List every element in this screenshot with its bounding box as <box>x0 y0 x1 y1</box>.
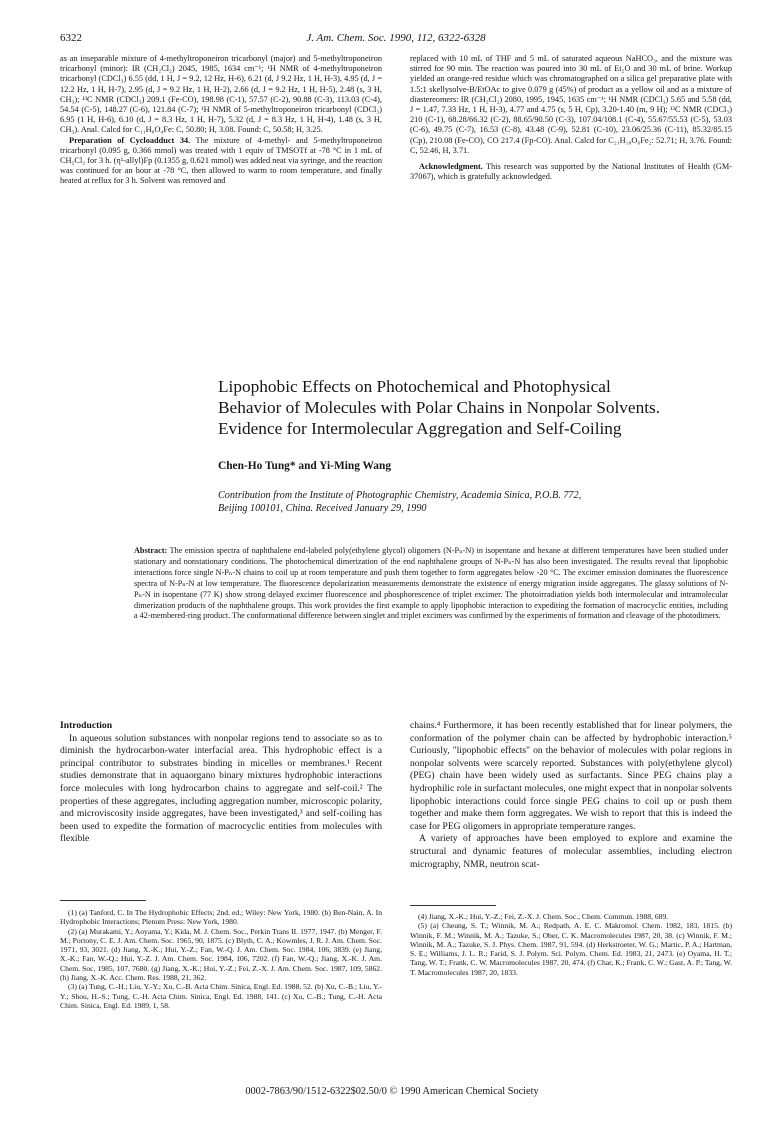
footnote-rule <box>60 900 146 901</box>
footnotes-right <box>410 912 732 977</box>
footnote: (4) Jiang, X.-K.; Hui, Y.-Z.; Fei, Z.-X. J. Chem. Soc., Chem. Commun. 1988, 689. <box>418 912 669 921</box>
title-line: Behavior of Molecules with Polar Chains in Nonpolar Solvents. <box>218 398 661 417</box>
affiliation-line: Beijing 100101, China. Received January 29, 1990 <box>218 502 427 514</box>
footnotes-left <box>60 908 382 1010</box>
acknowledgment-text: This research was supported by the National Institutes of Health (GM-37067), which is gratefully acknowledged. <box>410 162 732 182</box>
acknowledgment <box>410 162 732 182</box>
page-footer: 0002-7863/90/1512-6322$02.50/0 © 1990 American Chemical Society <box>245 1086 539 1097</box>
journal-reference: J. Am. Chem. Soc. 1990, 112, 6322-6328 <box>306 32 486 44</box>
experimental-paragraph-continued: replaced with 10 mL of THF and 5 mL of saturated aqueous NaHCO₃, and the mixture was stirred for 90 min. The reaction was poured into 30 mL of Et₂O and 30 mL of brine. Workup yielded an orange-red residue which was chromatographed on a silica gel preparative plate with 1.5:1 skellysolve-B/EtOAc to give 0.079 g (45%) of product as a yellow oil and as a mixture of diastereomers: IR (CH₂Cl₂) 2080, 1995, 1945, 1635 cm⁻¹; ¹H NMR (CDCl₃) 5.65 and 5.58 (dd, J = 1.47, 7.33 Hz, 1 H, H-3), 4.77 and 4.75 (s, 5 H, Cp), 3.20-1.40 (m, 9 H); ¹³C NMR (CDCl₃) 210 (C-1), 68.28/66.32 (C-2), 88.65/90.50 (C-3), 107.04/108.1 (C-4), 55.67/55.53 (C-5), 53.03 (C-6), 49.75 (C-7), 16.53 (C-8), 43.48 (C-9), 52.81 (C-10), 23.06/25.36 (C-11), 85.32/85.15 (Cp), 210.08 (Fe-CO), CO 217.4 (Fp-CO). Anal. Calcd for C₂₁H₁₈O₆Fe₂: 52.71; H, 3.76. Found: C, 52.46, H, 3.71. <box>410 54 732 155</box>
article-title <box>218 376 738 439</box>
experimental-paragraph: as an inseparable mixture of 4-methyltroponeiron tricarbonyl (major) and 5-methyltroponeiron tricarbonyl (minor): IR (CH₂Cl₂) 2045, 1985, 1634 cm⁻¹; ¹H NMR of 4-methyltroponeiron tricarbonyl (CDCl₃) 6.55 (dd, 1 H, J = 9.2, 12 Hz, H-6), 6.21 (d, J 9.2 Hz, 1 H, H-3), 4.95 (d, J = 12.2 Hz, 1 H, H-7), 2.95 (d, J = 9.2 Hz, 1 H, H-2), 2.66 (d, J = 9.2 Hz, 1 H, H-5), 2.48 (s, 3 H, CH₃); ¹³C NMR (CDCl₃) 209.1 (Fe-CO), 198.98 (C-1), 57.57 (C-2), 90.88 (C-3), 113.03 (C-4), 54.54 (C-5), 148.27 (C-6), 121.84 (C-7); ¹H NMR of 5-methyltroponeiron tricarbonyl (CDCl₃) 6.95 (1 H, H-6), 6.10 (d, J = 8.3 Hz, 1 H, H-7), 5.32 (d, J = 8.3 Hz, 1 H, H-4), 1.48 (s, 3 H, CH₃). Anal. Calcd for C₁₁H₈O₄Fe: C, 50.80; H, 3.08. Found: C, 50.58; H, 3.25. <box>60 54 382 135</box>
page-number: 6322 <box>60 32 82 44</box>
footnote: (2) (a) Murakami, Y.; Aoyama, Y.; Kida, M. J. Chem. Soc., Perkin Trans II. 1977, 1947. (b) Menger, F. M.; Portony, C. E. J. Am. Chem. Soc. 1965, 90, 1875. (c) Blyth, C. A.; Kowmles, J. R. J. Am. Chem. Soc. 1971, 93, 3021. (d) Jiang, X.-K.; Hui, Y.-Z.; Fan, W.-Q. J. Am. Chem. Soc. 1984, 106, 3839. (e) Jiang, X.-K.; Fan, W.-Q.; Hui, Y.-Z. J. Am. Chem. Soc. 1984, 106, 7202. (f) Fan, W.-Q.; Jiang, X.-K. J. Am. Chem. Soc. 1985, 107, 7680. (g) Jiang, X.-K.; Hui, Y.-Z.; Fei, Z.-X. J. Am. Chem. Soc. 1987, 109, 5862. (h) Jiang, X.-K. Acc. Chem. Res. 1988, 21, 362. <box>60 926 382 983</box>
article-affiliation <box>218 490 738 515</box>
running-header <box>60 32 732 50</box>
introduction-paragraph: In aqueous solution substances with nonpolar regions tend to associate so as to diminish the hydrocarbon-water interfacial area. This hydrophobic effect is a principal contributor to substrates binding in micelles or membranes.¹ Recent studies demonstrate that in aquaorgano binary mixtures hydrophobic interactions force molecules with long hydrocarbon chains to aggregate and self-coil.² The properties of these aggregates, including aggregation number, microscopic polarity, and microviscosity inside aggregates, have been investigated,³ and self-coiling has been used to expedite the formation of macrocyclic entities from molecules with flexible <box>60 732 382 845</box>
introduction-paragraph-continued: chains.⁴ Furthermore, it has been recently established that for linear polymers, the conformation of the polymer chain can be affected by hydrophobic interaction.⁵ Curiously, "lipophobic effects" on the behavior of molecules with polar regions in nonpolar solvents were scarcely reported. Substances with poly(ethylene glycol) (PEG) chain have been widely used as surfactants. Since PEG chains play a hydrophilic role in surfactant molecules, one might expect that in nonpolar solvents lipophobic interactions could force single PEG chains to coil up or push them together and make them form aggregates. We wish to report that this is indeed the case for PEG oligomers in appropriate temperature ranges. <box>410 720 732 832</box>
previous-article-right-column <box>410 54 732 182</box>
title-line: Lipophobic Effects on Photochemical and Photophysical <box>218 377 611 396</box>
abstract-text: The emission spectra of naphthalene end-labeled poly(ethylene glycol) oligomers (N-Pₙ-N) in isopentane and hexane at different temperatures have been studied under stationary and nonstationary conditions. The photochemical dimerization of the end naphthalene groups of N-Pₙ-N has also been investigated. The results reveal that lipophobic interactions force single N-Pₙ-N chains to coil up at room temperature and push them together to form aggregates below -20 °C. The excimer emission dominates the fluorescence spectra of N-Pₙ-N at low temperature. The fluorescence depolarization measurements demonstrate the existence of energy migration inside aggregates. The glassy solutions of N-Pₙ-N in isopentane (77 K) show strong delayed excimer fluorescence and phosphorescence of triplet excimer. The photoirradiation yields both intermolecular and intramolecular dimerization products of the naphthalene groups. This work provides the first example to apply lipophobic interaction to expediting the formation of macrocyclic entities, including a 42-membered-ring product. The conformational difference between singlet and triplet excimers was confirmed by the experiments of formation and cleavage of the photodimers. <box>134 546 728 621</box>
article-authors: Chen-Ho Tung* and Yi-Ming Wang <box>218 460 392 472</box>
acknowledgment-heading: Acknowledgment. <box>419 162 483 172</box>
article-abstract <box>134 546 728 622</box>
title-line: Evidence for Intermolecular Aggregation and Self-Coiling <box>218 419 622 438</box>
abstract-heading: Abstract: <box>134 546 168 555</box>
introduction-right-column <box>410 720 732 871</box>
introduction-paragraph: A variety of approaches have been employed to explore and examine the structural and dynamic features of molecular assemblies, including electron micrography, NMR, neutron scat- <box>410 833 732 870</box>
footnote-rule <box>410 905 496 906</box>
paragraph-heading: Preparation of Cycloadduct 34. <box>69 135 191 145</box>
previous-article-left-column <box>60 54 382 187</box>
experimental-paragraph-cycloadduct <box>60 136 382 187</box>
section-heading-introduction: Introduction <box>60 720 113 731</box>
footnote: (1) (a) Tanford, C. In The Hydrophobic Effects; 2nd. ed.; Wiley: New York, 1980. (b) Ben-Nain, A. In Hydrophobic Interactions; Plenum Press: New York, 1980. <box>60 908 382 927</box>
footnote: (5) (a) Cheung, S. T.; Winnik, M. A.; Redpath, A. E. C. Makromol. Chem. 1982, 183, 1815. (b) Winnik, F. M.; Winnik, M. A.; Tazuke, S.; Ober, C. K. Macromolecules 1987, 20, 38. (c) Winnik, F. M.; Winnik, M. A.; Tazuke, S. J. Phys. Chem. 1987, 91, 594. (d) Herkstroeter, W. G.; Martic, P. A.; Hartman, S. E.; Williams, J. L. R.; Farid, S. J. Polym. Sci. Polym. Chem. Ed. 1983, 21, 2473. (e) Oyama, H. T.; Tang, W. T.; Frank, C. W. Macromolecules 1987, 20, 474. (f) Char, K.; Frank, C. W.; Gast, A. P.; Tang, W. T. Macromolecules 1987, 20, 1833. <box>410 921 732 977</box>
paragraph-text: The mixture of 4-methyl- and 5-methyltroponeiron tricarbonyl (0.095 g, 0.366 mmol) was treated with 1 equiv of TMSOTf at -78 °C in 1 mL of CH₂Cl₂ for 3 h. (η¹-allyl)Fp (0.1355 g, 0.621 mmol) was added neat via syringe, and the reaction was continued for an hour at -78 °C, then allowed to warm to room temperature, and finally heated at reflux for 3 h. Solvent was removed and <box>60 135 382 186</box>
introduction-left-column <box>60 720 382 846</box>
footnote: (3) (a) Tung, C.-H.; Liu, Y.-Y.; Xu, C.-B. Acta Chim. Sinica, Engl. Ed. 1988, 52. (b) Xu, C.-B.; Liu, Y.-Y.; Shou, H.-S.; Tung, C.-H. Acta Chim. Sinica, Engl. Ed. 1988, 141. (c) Xu, C.-B.; Tung, C.-H. Acta Chim. Sinica, Engl. Ed. 1989, 1, 58. <box>60 982 382 1010</box>
affiliation-line: Contribution from the Institute of Photographic Chemistry, Academia Sinica, P.O.B. 772, <box>218 490 582 501</box>
